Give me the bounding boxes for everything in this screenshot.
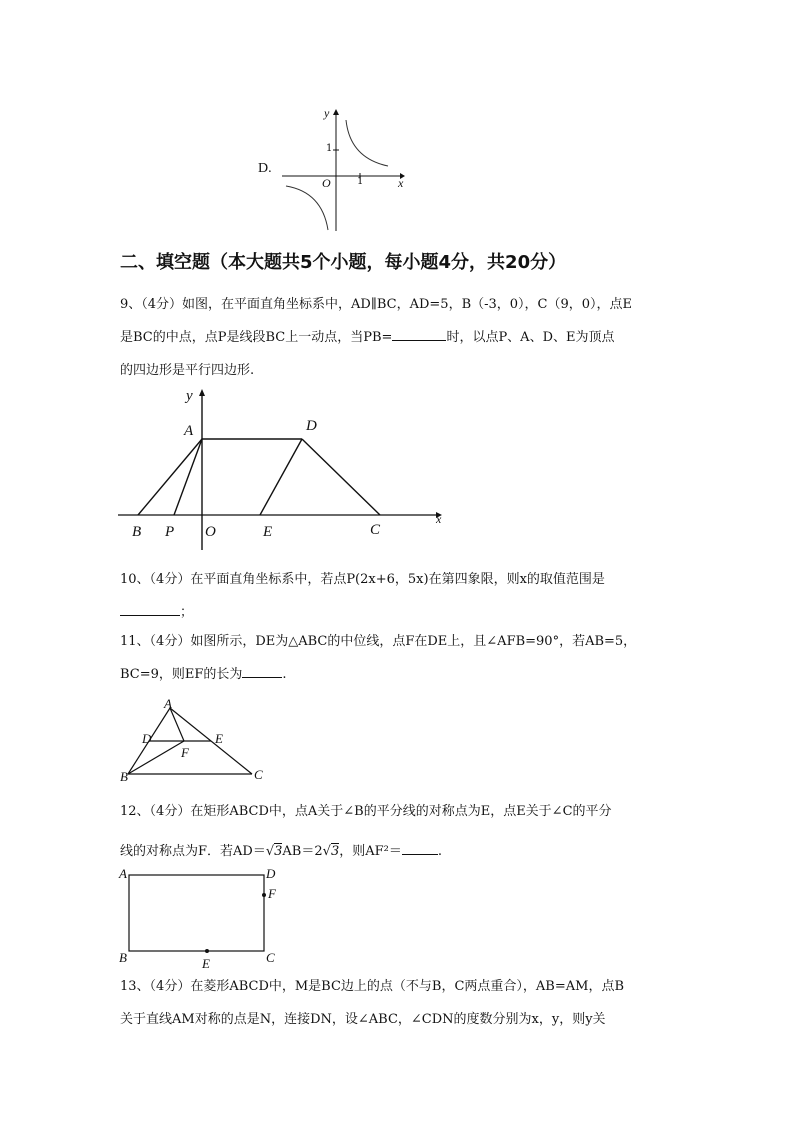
fig11-E: E [215,731,223,746]
hyperbola-graph [272,106,412,236]
fig12-B: B [119,950,127,965]
fig12-C: C [266,950,275,965]
fig9-E: E [263,524,273,540]
figure-12-rectangle [126,870,276,960]
answer-blank[interactable] [120,601,180,616]
q10-line1: 10、（4分）在平面直角坐标系中，若点P(2x+6，5x)在第四象限，则x的取值范围是 [120,572,605,587]
q12-line1: 12、（4分）在矩形ABCD中，点A关于∠B的平分线的对称点为E，点E关于∠C的平分 [120,804,612,819]
fig9-y: y [186,388,193,404]
q9-line1: 9、（4分）如图，在平面直角坐标系中，AD∥BC，AD=5，B（-3，0），C（9，0），点E [120,297,633,312]
fig9-P: P [165,524,175,540]
option-d-label: D. [258,161,272,176]
q10-line2: ； [120,596,680,629]
fig12-A: A [119,866,127,881]
tick-x-label: 1 [357,176,364,187]
fig9-D: D [306,418,317,434]
axis-x-label: x [398,176,404,190]
question-13 [120,970,680,1036]
q9-line2: 是BC的中点，点P是线段BC上一动点，当PB= 时，以点P、A、D、E为顶点 [120,321,680,354]
question-11 [120,625,680,691]
fig9-A: A [184,423,194,439]
question-9 [120,288,680,387]
q12-line2: 线的对称点为F．若AD＝√3AB＝2√3，则AF²＝ . [120,832,680,872]
fig9-x: x [436,512,442,526]
answer-blank[interactable] [402,840,438,855]
fig9-C: C [370,522,381,538]
fig12-D: D [266,866,276,881]
sqrt-symbol: √ [265,844,275,859]
q11-line2: BC=9，则EF的长为 . [120,658,680,691]
answer-blank[interactable] [242,663,282,678]
origin-label: O [322,176,331,190]
sqrt-symbol: √ [322,844,331,859]
answer-blank[interactable] [392,326,446,341]
question-12 [120,792,680,872]
fig11-A: A [164,696,172,711]
fig11-C: C [254,767,263,782]
fig12-E: E [202,956,210,971]
fig9-O: O [205,524,216,540]
fig11-F: F [181,745,189,760]
fig11-D: D [142,731,152,746]
q9-line3: 的四边形是平行四边形. [120,363,255,378]
fig9-B: B [132,524,142,540]
q13-line1: 13、（4分）在菱形ABCD中，M是BC边上的点（不与B，C两点重合），AB=AM，点B [120,979,625,994]
fig12-F: F [268,886,276,901]
figure-11-triangle [118,700,258,780]
axis-y-label: y [324,106,330,120]
question-10 [120,563,680,629]
section-title: 二、填空题（本大题共5个小题，每小题4分，共20分） [120,252,567,273]
q11-line1: 11、（4分）如图所示，DE为△ABC的中位线，点F在DE上，且∠AFB=90°，若AB=5， [120,634,637,649]
tick-y-label: 1 [326,143,333,154]
q13-line2: 关于直线AM对称的点是N，连接DN，设∠ABC，∠CDN的度数分别为x，y，则y关 [120,1012,606,1027]
fig11-B: B [120,769,128,784]
